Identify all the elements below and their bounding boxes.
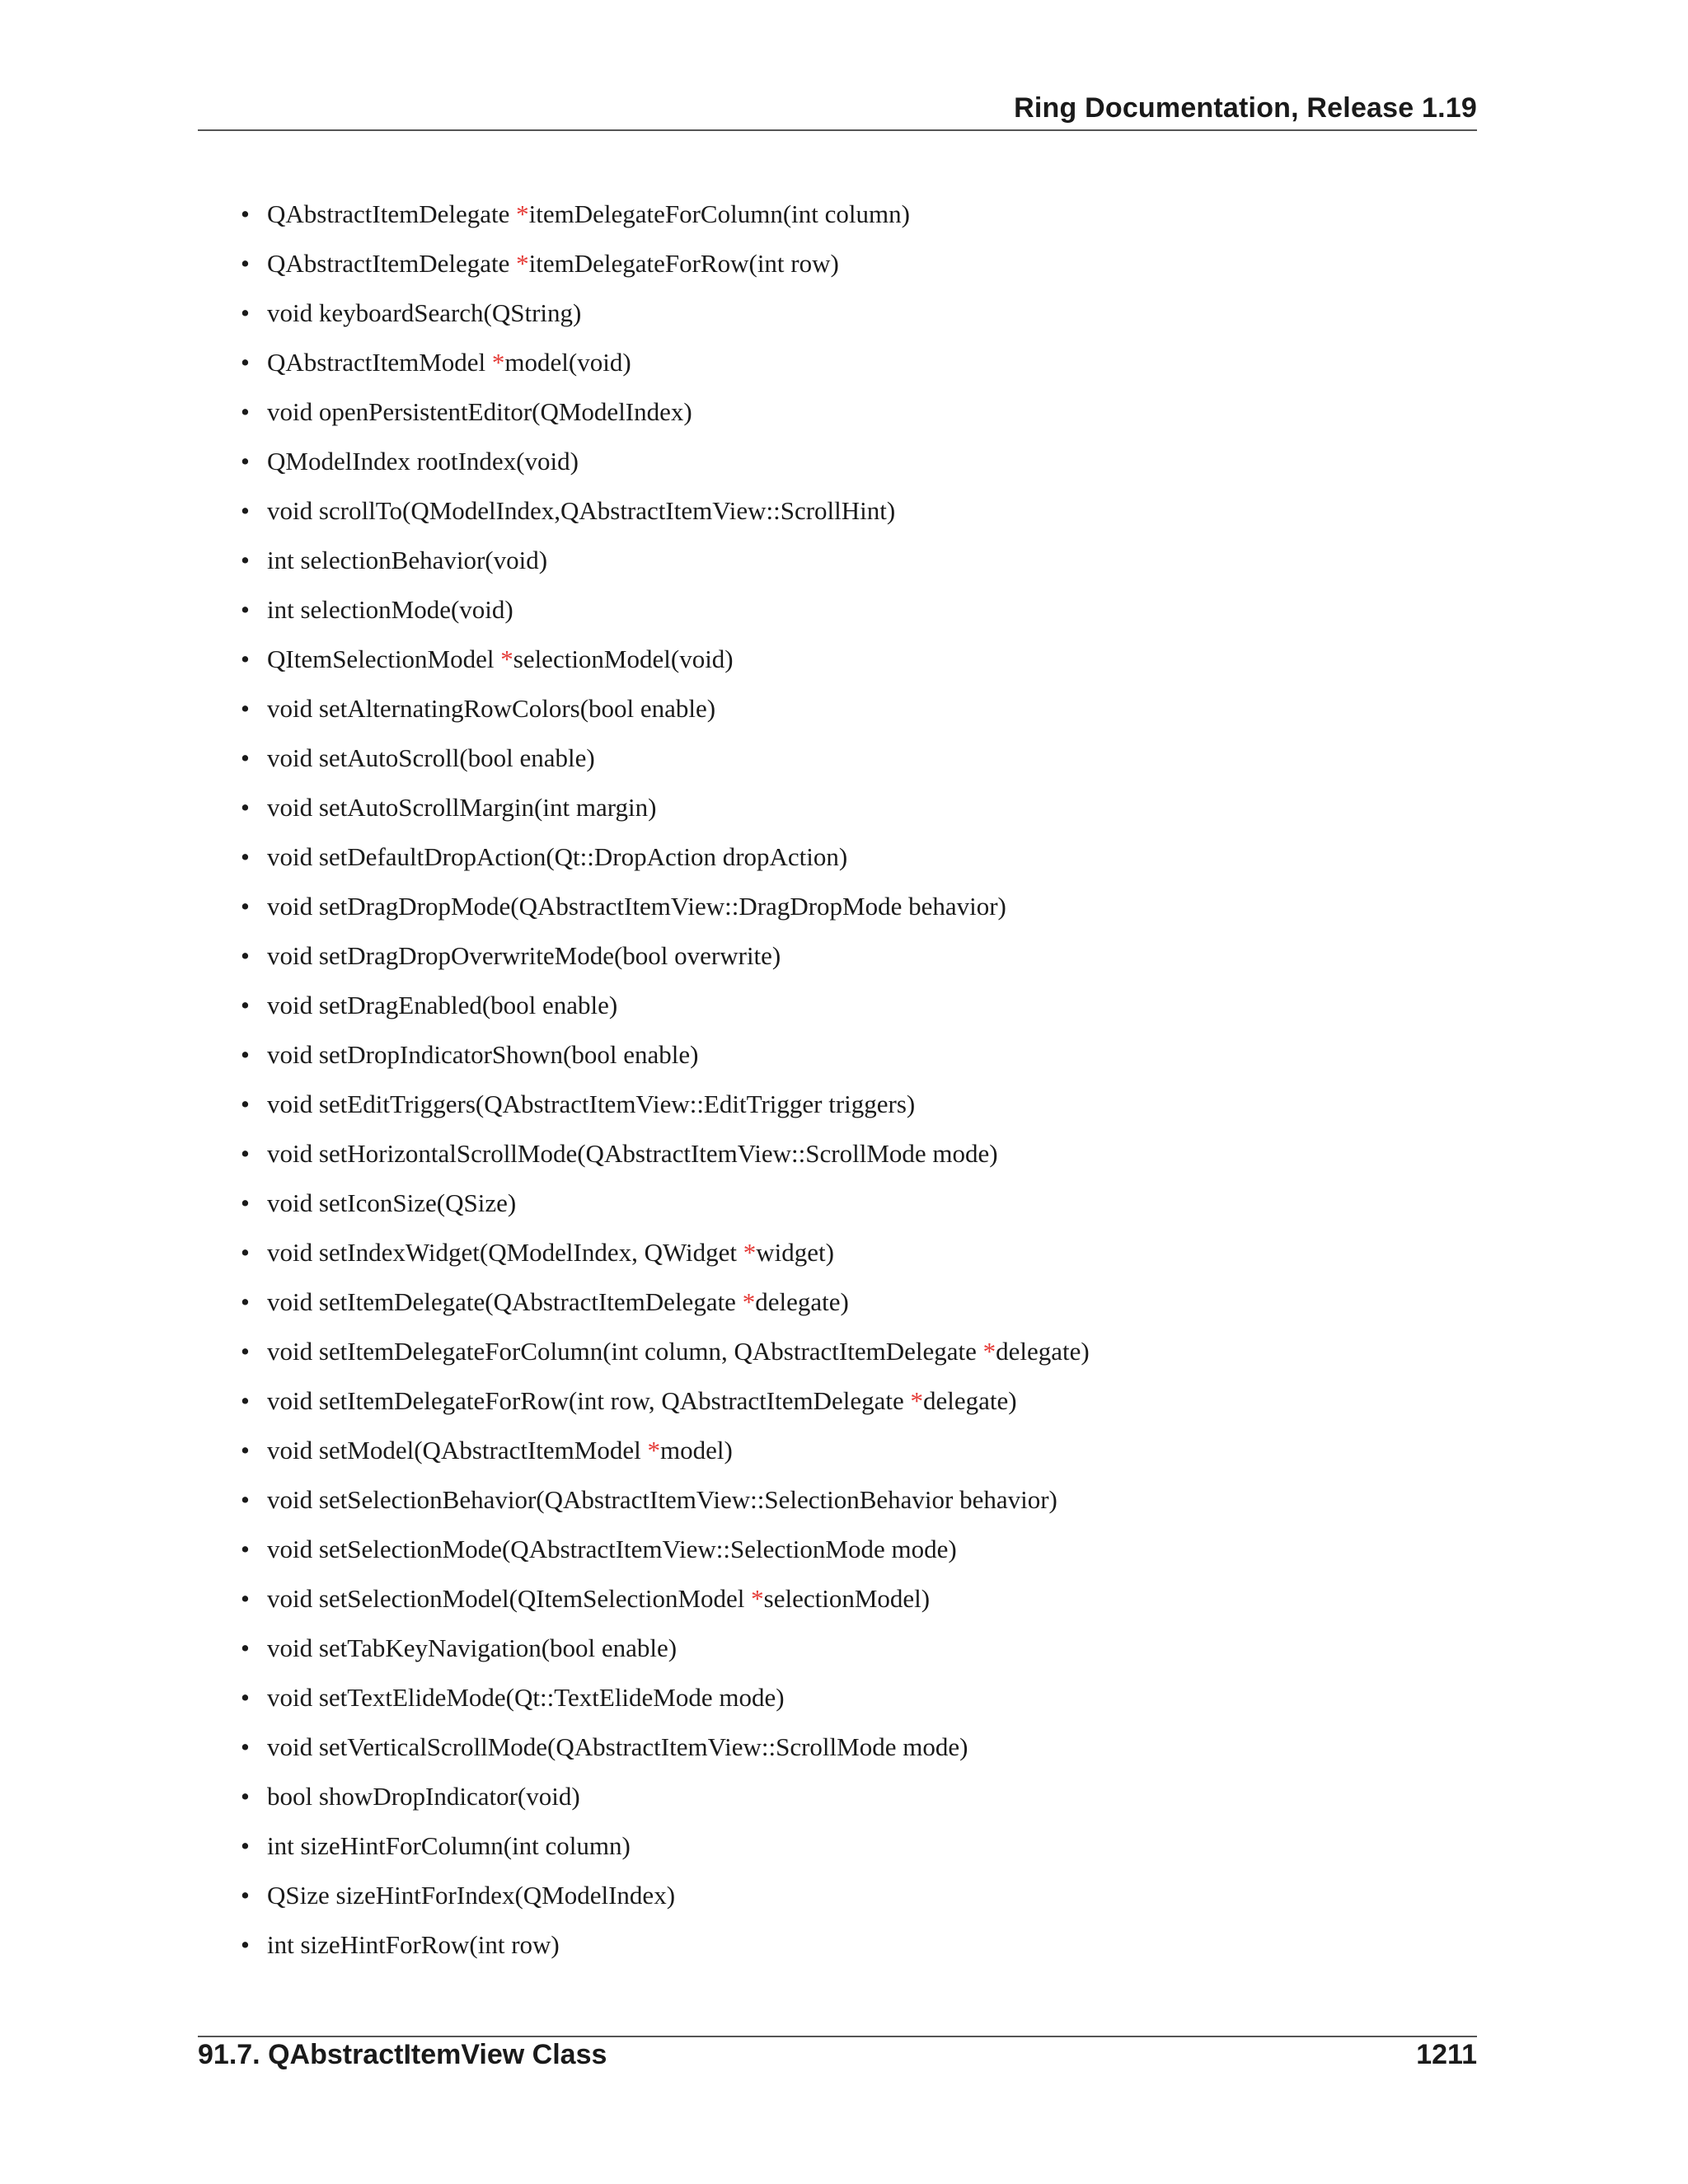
method-list-item xyxy=(198,239,1090,288)
method-signature-text: void keyboardSearch(QString) xyxy=(267,298,582,327)
method-signature-text: void scrollTo(QModelIndex,QAbstractItemView::ScrollHint) xyxy=(267,496,896,525)
bullet-icon: • xyxy=(241,1732,250,1761)
method-signature-text: delegate) xyxy=(923,1386,1017,1415)
method-signature-text: selectionModel(void) xyxy=(513,644,734,673)
method-signature-text: QItemSelectionModel xyxy=(267,644,501,673)
method-list-item xyxy=(198,1129,1090,1179)
method-list-item xyxy=(198,486,1090,536)
header-rule xyxy=(198,129,1477,131)
method-signature-text: void setSelectionBehavior(QAbstractItemView::SelectionBehavior behavior) xyxy=(267,1485,1057,1514)
method-list-item xyxy=(198,733,1090,783)
bullet-icon: • xyxy=(241,941,250,970)
method-list-item xyxy=(198,684,1090,733)
bullet-icon: • xyxy=(241,1584,250,1613)
method-signature-text: void setDragDropOverwriteMode(bool overwrite) xyxy=(267,941,781,970)
method-signature-text: void setIndexWidget(QModelIndex, QWidget xyxy=(267,1238,743,1267)
bullet-icon: • xyxy=(241,249,250,278)
bullet-icon: • xyxy=(241,1831,250,1860)
bullet-icon: • xyxy=(241,1287,250,1316)
method-signature-text: void setItemDelegateForColumn(int column, QAbstractItemDelegate xyxy=(267,1337,983,1366)
method-signature-text: void setDragDropMode(QAbstractItemView::DragDropMode behavior) xyxy=(267,892,1006,921)
method-signature-text: void setModel(QAbstractItemModel xyxy=(267,1436,648,1465)
bullet-icon: • xyxy=(241,842,250,871)
pointer-asterisk: * xyxy=(751,1584,764,1613)
method-signature-text: QModelIndex rootIndex(void) xyxy=(267,447,579,476)
method-list-item xyxy=(198,387,1090,437)
bullet-icon: • xyxy=(241,1188,250,1217)
method-signature-text: void setDropIndicatorShown(bool enable) xyxy=(267,1040,699,1069)
method-list-item xyxy=(198,1080,1090,1129)
method-list-item xyxy=(198,585,1090,635)
pointer-asterisk: * xyxy=(742,1287,756,1316)
bullet-icon: • xyxy=(241,546,250,574)
pointer-asterisk: * xyxy=(982,1337,996,1366)
method-signature-text: void setItemDelegateForRow(int row, QAbstractItemDelegate xyxy=(267,1386,911,1415)
bullet-icon: • xyxy=(241,743,250,772)
method-signature-text: void setSelectionMode(QAbstractItemView::SelectionMode mode) xyxy=(267,1535,957,1563)
bullet-icon: • xyxy=(241,348,250,377)
bullet-icon: • xyxy=(241,1040,250,1069)
bullet-icon: • xyxy=(241,1238,250,1267)
bullet-icon: • xyxy=(241,1881,250,1910)
pointer-asterisk: * xyxy=(516,249,529,278)
method-list-item xyxy=(198,1722,1090,1772)
pointer-asterisk: * xyxy=(743,1238,757,1267)
method-signature-text: void setVerticalScrollMode(QAbstractItemView::ScrollMode mode) xyxy=(267,1732,968,1761)
bullet-icon: • xyxy=(241,595,250,624)
method-list-item xyxy=(198,1673,1090,1722)
method-signature-text: widget) xyxy=(756,1238,834,1267)
method-signature-text: selectionModel) xyxy=(763,1584,931,1613)
method-signature-text: QAbstractItemModel xyxy=(267,348,492,377)
bullet-icon: • xyxy=(241,694,250,723)
method-list-item xyxy=(198,1376,1090,1426)
method-list-item xyxy=(198,882,1090,931)
method-list-item xyxy=(198,536,1090,585)
method-list-item xyxy=(198,288,1090,338)
bullet-icon: • xyxy=(241,991,250,1019)
method-signature-text: model(void) xyxy=(504,348,631,377)
footer-page-number: 1211 xyxy=(1416,2039,1477,2070)
bullet-icon: • xyxy=(241,1386,250,1415)
bullet-icon: • xyxy=(241,397,250,426)
bullet-icon: • xyxy=(241,1683,250,1712)
method-list-item xyxy=(198,338,1090,387)
method-list-item xyxy=(198,635,1090,684)
pointer-asterisk: * xyxy=(516,199,529,228)
method-signature-text: QAbstractItemDelegate xyxy=(267,199,517,228)
method-list-item xyxy=(198,437,1090,486)
bullet-icon: • xyxy=(241,298,250,327)
method-signature-text: QAbstractItemDelegate xyxy=(267,249,517,278)
method-list-item xyxy=(198,1228,1090,1277)
pointer-asterisk: * xyxy=(910,1386,923,1415)
bullet-icon: • xyxy=(241,1139,250,1168)
bullet-icon: • xyxy=(241,1633,250,1662)
method-signature-text: void setAutoScroll(bool enable) xyxy=(267,743,595,772)
method-list-item xyxy=(198,1871,1090,1920)
method-list-item xyxy=(198,1475,1090,1525)
footer-section-title: 91.7. QAbstractItemView Class xyxy=(198,2039,607,2070)
method-signature-text: void setEditTriggers(QAbstractItemView::EditTrigger triggers) xyxy=(267,1090,916,1118)
method-signature-text: void setDragEnabled(bool enable) xyxy=(267,991,618,1019)
pointer-asterisk: * xyxy=(647,1436,660,1465)
method-list-item xyxy=(198,1277,1090,1327)
method-signature-text: itemDelegateForRow(int row) xyxy=(528,249,839,278)
method-signature-text: void setHorizontalScrollMode(QAbstractItemView::ScrollMode mode) xyxy=(267,1139,998,1168)
method-signature-text: void setDefaultDropAction(Qt::DropAction dropAction) xyxy=(267,842,848,871)
bullet-icon: • xyxy=(241,1535,250,1563)
bullet-icon: • xyxy=(241,892,250,921)
method-list-item xyxy=(198,1426,1090,1475)
method-signature-text: model) xyxy=(659,1436,733,1465)
method-signature-text: void setIconSize(QSize) xyxy=(267,1188,517,1217)
bullet-icon: • xyxy=(241,199,250,228)
method-signature-text: void openPersistentEditor(QModelIndex) xyxy=(267,397,692,426)
method-signature-text: int sizeHintForColumn(int column) xyxy=(267,1831,631,1860)
method-signature-text: int selectionMode(void) xyxy=(267,595,513,624)
bullet-icon: • xyxy=(241,1930,250,1959)
bullet-icon: • xyxy=(241,1090,250,1118)
method-list-item xyxy=(198,981,1090,1030)
pointer-asterisk: * xyxy=(491,348,505,377)
method-signature-text: delegate) xyxy=(996,1337,1090,1366)
method-signature-text: void setTabKeyNavigation(bool enable) xyxy=(267,1633,678,1662)
method-list-item xyxy=(198,1574,1090,1624)
method-signature-text: void setAlternatingRowColors(bool enable) xyxy=(267,694,716,723)
bullet-icon: • xyxy=(241,1485,250,1514)
method-list-item xyxy=(198,190,1090,239)
bullet-icon: • xyxy=(241,1337,250,1366)
method-list-item xyxy=(198,1920,1090,1970)
running-header-title: Ring Documentation, Release 1.19 xyxy=(1014,92,1477,124)
method-list-item xyxy=(198,832,1090,882)
bullet-icon: • xyxy=(241,496,250,525)
method-signature-text: QSize sizeHintForIndex(QModelIndex) xyxy=(267,1881,676,1910)
method-signature-text: itemDelegateForColumn(int column) xyxy=(528,199,910,228)
bullet-icon: • xyxy=(241,1782,250,1811)
method-signature-text: int sizeHintForRow(int row) xyxy=(267,1930,560,1959)
method-signature-text: int selectionBehavior(void) xyxy=(267,546,548,574)
pointer-asterisk: * xyxy=(500,644,513,673)
method-signature-text: void setAutoScrollMargin(int margin) xyxy=(267,793,657,822)
bullet-icon: • xyxy=(241,447,250,476)
method-signature-text: void setTextElideMode(Qt::TextElideMode mode) xyxy=(267,1683,785,1712)
method-list-item xyxy=(198,1030,1090,1080)
method-list-item xyxy=(198,783,1090,832)
method-signature-text: void setSelectionModel(QItemSelectionModel xyxy=(267,1584,752,1613)
method-list-item xyxy=(198,1525,1090,1574)
method-signature-text: delegate) xyxy=(755,1287,849,1316)
method-list-item xyxy=(198,931,1090,981)
footer-rule xyxy=(198,2036,1477,2037)
method-list-item xyxy=(198,1821,1090,1871)
bullet-icon: • xyxy=(241,644,250,673)
method-signature-text: bool showDropIndicator(void) xyxy=(267,1782,580,1811)
method-list-item xyxy=(198,1179,1090,1228)
bullet-icon: • xyxy=(241,793,250,822)
method-list-item xyxy=(198,1327,1090,1376)
bullet-icon: • xyxy=(241,1436,250,1465)
method-list xyxy=(198,190,1090,1970)
method-signature-text: void setItemDelegate(QAbstractItemDelegate xyxy=(267,1287,743,1316)
method-list-item xyxy=(198,1624,1090,1673)
method-list-item xyxy=(198,1772,1090,1821)
